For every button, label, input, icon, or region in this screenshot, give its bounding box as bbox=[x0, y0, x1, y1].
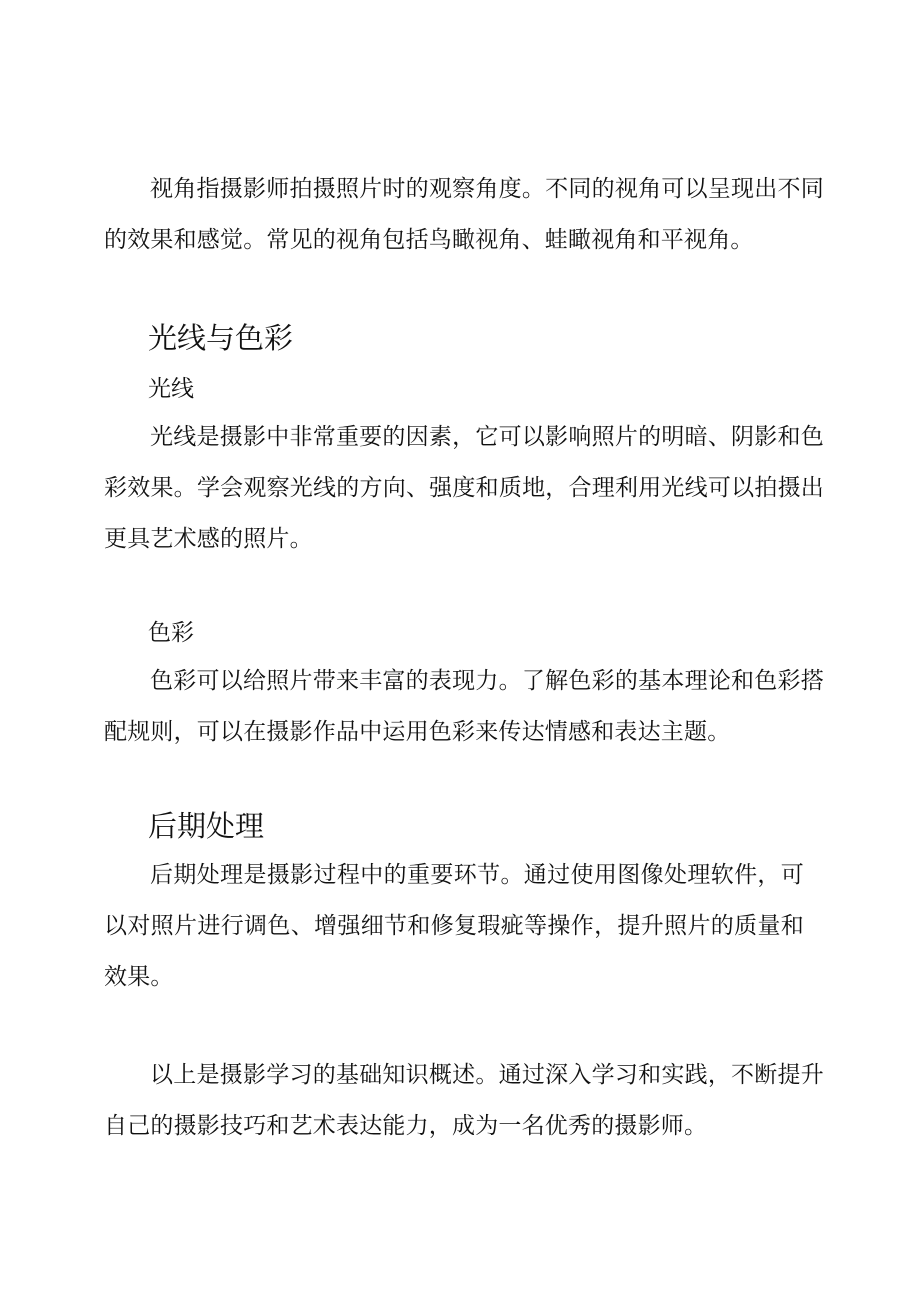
section-heading-post-processing: 后期处理 bbox=[148, 809, 265, 843]
section-heading-light-color: 光线与色彩 bbox=[148, 321, 294, 355]
intro-paragraph: 视角指摄影师拍摄照片时的观察角度。不同的视角可以呈现出不同的效果和感觉。常见的视角包括鸟瞰视角、蛙瞰视角和平视角。 bbox=[104, 176, 824, 253]
light-paragraph: 光线是摄影中非常重要的因素，它可以影响照片的明暗、阴影和色彩效果。学会观察光线的方向、强度和质地，合理利用光线可以拍摄出更具艺术感的照片。 bbox=[104, 424, 824, 552]
post-processing-paragraph: 后期处理是摄影过程中的重要环节。通过使用图像处理软件，可以对照片进行调色、增强细节和修复瑕疵等操作，提升照片的质量和效果。 bbox=[104, 862, 804, 990]
color-paragraph: 色彩可以给照片带来丰富的表现力。了解色彩的基本理论和色彩搭配规则，可以在摄影作品中运用色彩来传达情感和表达主题。 bbox=[104, 668, 824, 745]
subheading-light: 光线 bbox=[148, 376, 194, 402]
conclusion-paragraph: 以上是摄影学习的基础知识概述。通过深入学习和实践，不断提升自己的摄影技巧和艺术表达能力，成为一名优秀的摄影师。 bbox=[104, 1062, 824, 1139]
subheading-color: 色彩 bbox=[148, 620, 194, 646]
